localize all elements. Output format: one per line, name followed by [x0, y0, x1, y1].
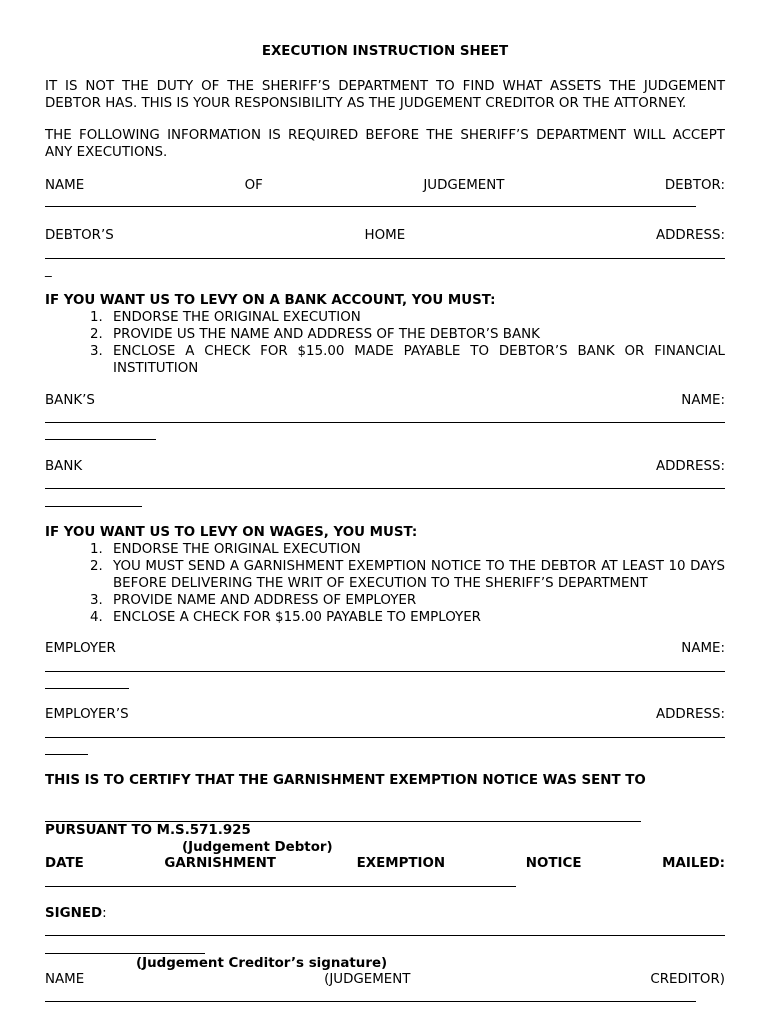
wage-levy-steps [45, 541, 725, 626]
employer-address-field-continued[interactable] [45, 754, 88, 755]
signed-colon: : [102, 906, 107, 921]
label-word: NAME: [681, 393, 725, 408]
signed-label [45, 905, 725, 922]
certify-heading: THIS IS TO CERTIFY THAT THE GARNISHMENT EXEMPTION NOTICE WAS SENT TO [45, 773, 646, 788]
label-word: EMPLOYER’S [45, 707, 129, 722]
intro-paragraph-responsibility: IT IS NOT THE DUTY OF THE SHERIFF’S DEPARTMENT TO FIND WHAT ASSETS THE JUDGEMENT DEBTOR HAS. THIS IS YOUR RESPONSIBILITY AS THE JUDGEMENT CREDITOR OR THE ATTORNEY. [45, 79, 725, 111]
bank-name-field[interactable] [45, 422, 725, 423]
step-number: 4. [90, 610, 103, 625]
debtor-address-field-tail: _ [45, 263, 52, 278]
intro-paragraph-requirements: THE FOLLOWING INFORMATION IS REQUIRED BEFORE THE SHERIFF’S DEPARTMENT WILL ACCEPT ANY EXECUTIONS. [45, 128, 725, 160]
label-word: ADDRESS: [655, 707, 725, 722]
employer-address-field[interactable] [45, 737, 725, 738]
debtor-address-field[interactable] [45, 258, 725, 259]
label-word: MAILED: [662, 856, 725, 871]
bank-name-label [45, 392, 725, 409]
bank-levy-steps [45, 309, 725, 377]
label-word: CREDITOR) [650, 972, 725, 987]
step-text: YOU MUST SEND A GARNISHMENT EXEMPTION NOTICE TO THE DEBTOR AT LEAST 10 DAYS BEFORE DELIVERING THE WRIT OF EXECUTION TO THE SHERIFF’S DEPARTMENT [113, 559, 725, 591]
label-word: EMPLOYER [45, 641, 116, 656]
employer-address-label [45, 706, 725, 723]
step-text: ENCLOSE A CHECK FOR $15.00 PAYABLE TO EMPLOYER [113, 610, 481, 625]
list-item [90, 592, 725, 609]
bank-levy-heading: IF YOU WANT US TO LEVY ON A BANK ACCOUNT, YOU MUST: [45, 293, 496, 308]
step-number: 2. [90, 559, 103, 574]
bank-address-field-continued[interactable] [45, 506, 142, 507]
list-item [90, 609, 725, 626]
debtor-name-field[interactable] [45, 206, 696, 207]
step-number: 1. [90, 542, 103, 557]
wage-levy-heading: IF YOU WANT US TO LEVY ON WAGES, YOU MUST: [45, 525, 418, 540]
list-item [90, 326, 725, 343]
employer-name-field[interactable] [45, 671, 725, 672]
bank-address-field[interactable] [45, 488, 725, 489]
label-word: (JUDGEMENT [324, 972, 411, 987]
employer-name-field-continued[interactable] [45, 688, 129, 689]
notice-mailed-date-field[interactable] [45, 886, 516, 887]
list-item [90, 309, 725, 326]
step-number: 3. [90, 344, 103, 359]
bank-address-label [45, 458, 725, 475]
label-word: DEBTOR’S [45, 228, 114, 243]
step-text: PROVIDE NAME AND ADDRESS OF EMPLOYER [113, 593, 417, 608]
signature-field[interactable] [45, 935, 725, 936]
label-word: GARNISHMENT [164, 856, 276, 871]
document-title: EXECUTION INSTRUCTION SHEET [261, 44, 509, 59]
label-word: DATE [45, 856, 84, 871]
label-word: OF [244, 178, 263, 193]
creditor-name-field[interactable] [45, 1001, 696, 1002]
step-text: ENDORSE THE ORIGINAL EXECUTION [113, 310, 361, 325]
step-number: 2. [90, 327, 103, 342]
label-word: ADDRESS: [655, 459, 725, 474]
signed-word: SIGNED [45, 906, 103, 921]
step-number: 1. [90, 310, 103, 325]
bank-name-field-continued[interactable] [45, 439, 156, 440]
label-word: BANK [45, 459, 83, 474]
creditor-name-label [45, 971, 725, 988]
list-item [90, 541, 725, 558]
signature-field-continued[interactable] [45, 953, 205, 954]
debtor-name-label [45, 177, 725, 194]
step-text: ENCLOSE A CHECK FOR $15.00 MADE PAYABLE TO DEBTOR’S BANK OR FINANCIAL INSTITUTION [113, 344, 725, 376]
debtor-address-label [45, 227, 725, 244]
label-word: NOTICE [525, 856, 582, 871]
step-number: 3. [90, 593, 103, 608]
judgement-debtor-caption: (Judgement Debtor) [182, 840, 333, 855]
pursuant-statute: PURSUANT TO M.S.571.925 [45, 823, 251, 838]
notice-mailed-date-label [45, 855, 725, 872]
label-word: JUDGEMENT [423, 178, 505, 193]
label-word: ADDRESS: [655, 228, 725, 243]
list-item [90, 343, 725, 377]
employer-name-label [45, 640, 725, 657]
label-word: NAME [45, 972, 85, 987]
label-word: NAME [45, 178, 85, 193]
list-item [90, 558, 725, 592]
signature-caption: (Judgement Creditor’s signature) [136, 956, 388, 971]
label-word: DEBTOR: [664, 178, 725, 193]
label-word: EXEMPTION [356, 856, 446, 871]
label-word: BANK’S [45, 393, 95, 408]
label-word: HOME [364, 228, 406, 243]
step-text: ENDORSE THE ORIGINAL EXECUTION [113, 542, 361, 557]
label-word: NAME: [681, 641, 725, 656]
step-text: PROVIDE US THE NAME AND ADDRESS OF THE DEBTOR’S BANK [113, 327, 540, 342]
